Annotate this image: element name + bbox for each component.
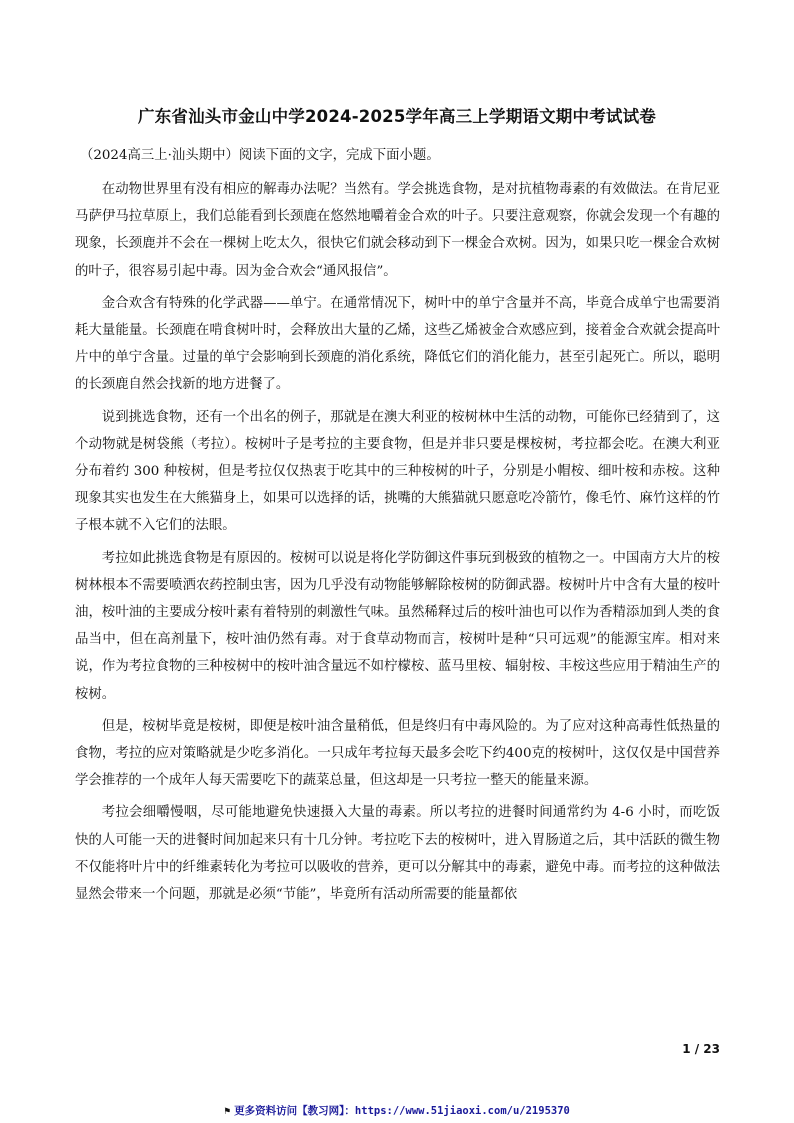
paragraph: 说到挑选食物，还有一个出名的例子，那就是在澳大利亚的桉树林中生活的动物，可能你已经猜到了，这个动物就是树袋熊（考拉）。桉树叶子是考拉的主要食物，但是并非只要是棵桉树，考拉都会吃。在澳大利亚分布着约 300 种桉树，但是考拉仅仅热衷于吃其中的三种桉树的叶子，分别是小帽桉、细叶桉和赤桉。这种现象其实也发生在大熊猫身上，如果可以选择的话，挑嘴的大熊猫就只愿意吃冷箭竹，像毛竹、麻竹这样的竹子根本就不入它们的法眼。 — [75, 409, 720, 534]
footer-prefix: 更多资料访问【教习网】： — [234, 1105, 355, 1117]
source-line: （2024高三上·汕头期中）阅读下面的文字，完成下面小题。 — [80, 148, 440, 163]
footer-link[interactable]: https://www.51jiaoxi.com/u/2195370 — [354, 1105, 570, 1117]
paragraph: 考拉会细嚼慢咽，尽可能地避免快速摄入大量的毒素。所以考拉的进餐时间通常约为 4-6 小时，而吃饭快的人可能一天的进餐时间加起来只有十几分钟。考拉吃下去的桉树叶，进入胃肠道之后，其中活跃的微生物不仅能将叶片中的纤维素转化为考拉可以吸收的营养，更可以分解其中的毒素，避免中毒。而考拉的这种做法显然会带来一个问题，那就是必须“节能”，毕竟所有活动所需要的能量都依 — [75, 805, 720, 903]
paragraph: 考拉如此挑选食物是有原因的。桉树可以说是将化学防御这件事玩到极致的植物之一。中国南方大片的桉树林根本不需要喷洒农药控制虫害，因为几乎没有动物能够解除桉树的防御武器。桉树叶片中含有大量的桉叶油，桉叶油的主要成分桉叶素有着特别的刺激性气味。虽然稀释过后的桉叶油也可以作为香精添加到人类的食品当中，但在高剂量下，桉叶油仍然有毒。对于食草动物而言，桉树叶是种“只可远观”的能源宝库。相对来说，作为考拉食物的三种桉树中的桉叶油含量远不如柠檬桉、蓝马里桉、辐射桉、丰桉这些应用于精油生产的桉树。 — [75, 550, 720, 702]
flag-icon: ⚑ — [224, 1106, 231, 1117]
paragraph: 但是，桉树毕竟是桉树，即便是桉叶油含量稍低，但是终归有中毒风险的。为了应对这种高毒性低热量的食物，考拉的应对策略就是少吃多消化。一只成年考拉每天最多会吃下约400克的桉树叶，这仅仅是中国营养学会推荐的一个成年人每天需要吃下的蔬菜总量，但这却是一只考拉一整天的能量来源。 — [75, 718, 720, 789]
body-text — [75, 176, 720, 913]
page-number: 1 / 23 — [682, 1042, 720, 1056]
page-title: 广东省汕头市金山中学2024-2025学年高三上学期语文期中考试试卷 — [138, 107, 656, 126]
footer — [0, 1103, 794, 1118]
paragraph: 金合欢含有特殊的化学武器——单宁。在通常情况下，树叶中的单宁含量并不高，毕竟合成单宁也需要消耗大量能量。长颈鹿在啃食树叶时，会释放出大量的乙烯，这些乙烯被金合欢感应到，接着金合欢就会提高叶片中的单宁含量。过量的单宁会影响到长颈鹿的消化系统，降低它们的消化能力，甚至引起死亡。所以，聪明的长颈鹿自然会找新的地方进餐了。 — [75, 295, 720, 393]
paragraph: 在动物世界里有没有相应的解毒办法呢？当然有。学会挑选食物，是对抗植物毒素的有效做法。在肯尼亚马萨伊马拉草原上，我们总能看到长颈鹿在悠然地嚼着金合欢的叶子。只要注意观察，你就会发现一个有趣的现象，长颈鹿并不会在一棵树上吃太久，很快它们就会移动到下一棵金合欢树。因为，如果只吃一棵金合欢树的叶子，很容易引起中毒。因为金合欢会“通风报信”。 — [75, 182, 720, 279]
